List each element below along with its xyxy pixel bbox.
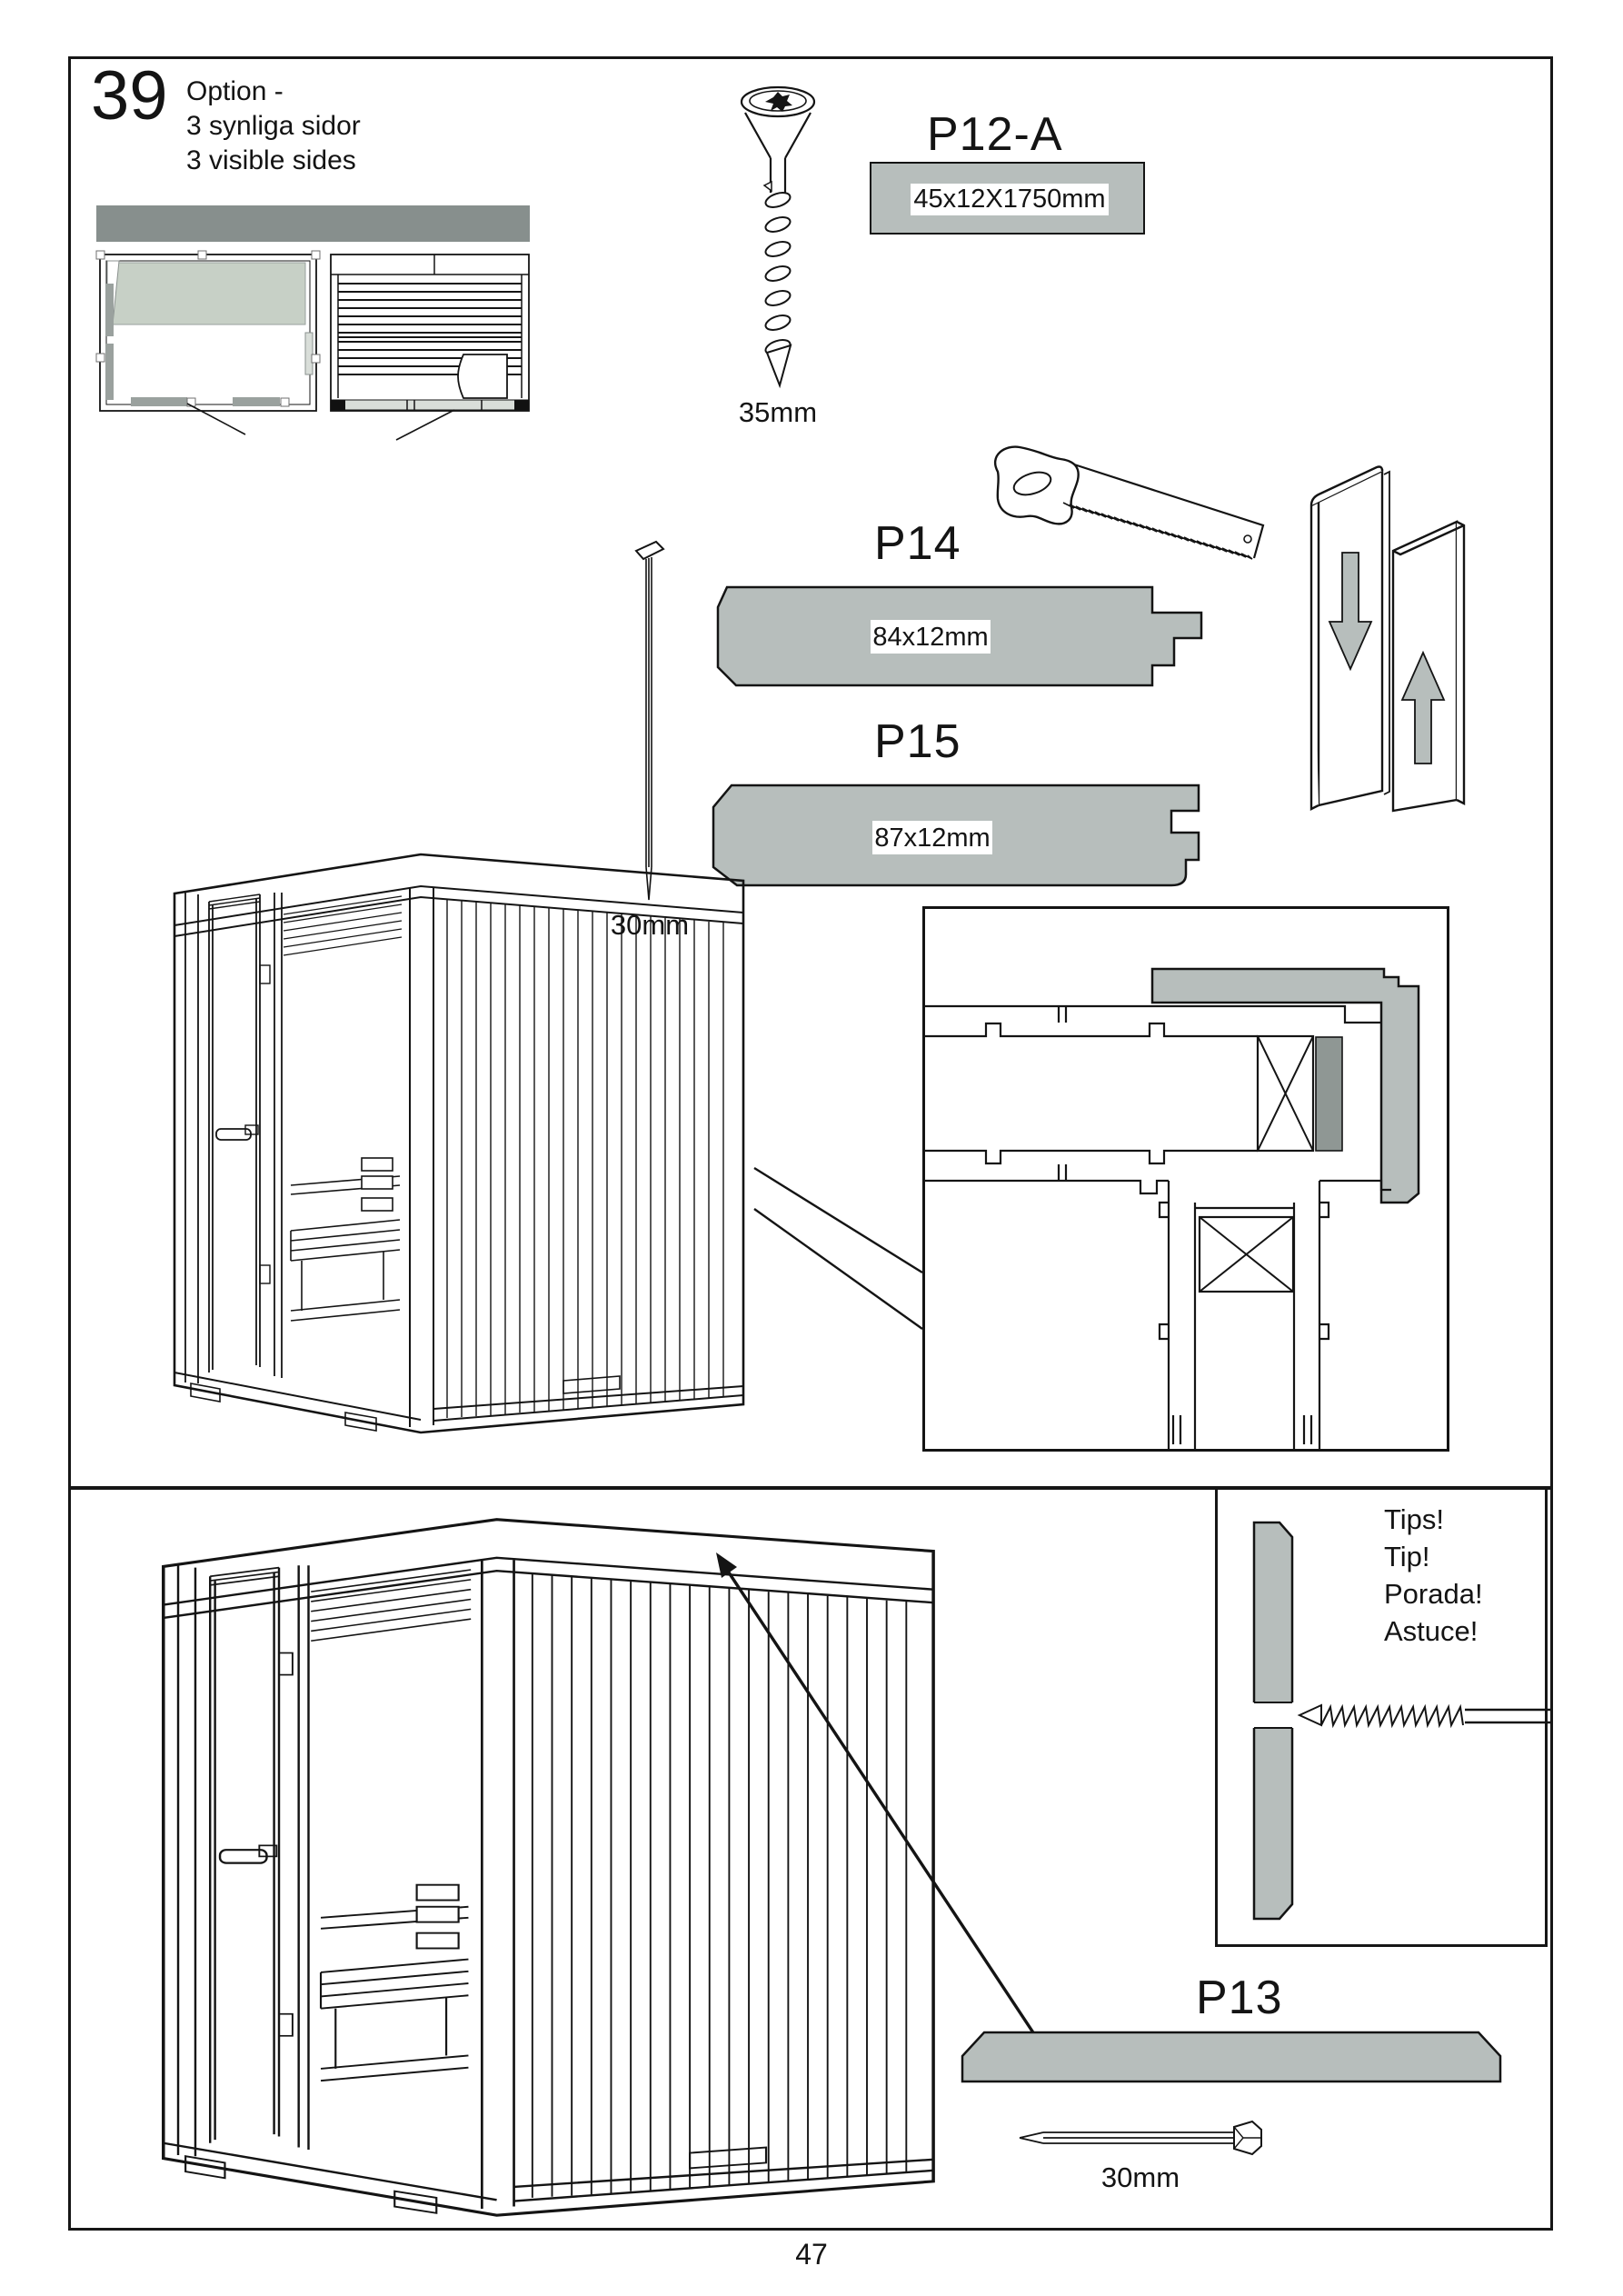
step-title-line: 3 visible sides [186,145,356,175]
part-label-p15: P15 [874,715,961,768]
part-board-p13 [959,2029,1504,2085]
nail-lower-length-label: 30mm [1100,2161,1180,2193]
tips-line: Tip! [1384,1541,1430,1572]
part-size-p12a: 45x12X1750mm [911,184,1109,215]
part-label-p13: P13 [1196,1972,1283,2024]
tips-panel-screw-icon [1243,1515,1552,1924]
part-size-p14: 84x12mm [871,621,991,654]
tips-line: Porada! [1384,1578,1483,1610]
step-title-line: 3 synliga sidor [186,111,361,141]
leader-line [754,1168,922,1273]
part-size-p15: 87x12mm [872,822,992,854]
step-number: 39 [91,57,168,135]
leader-line [754,1209,922,1329]
nail-30mm-horizontal-icon [1016,2118,1270,2160]
sauna-isometric-2 [136,1500,968,2220]
tips-line: Tips! [1384,1503,1445,1535]
part-label-p14: P14 [874,517,961,570]
part-label-p12a: P12-A [927,108,1063,161]
tips-box [1215,1487,1548,1947]
tips-line: Astuce! [1384,1615,1479,1647]
nail-upper-length-label: 30mm [610,909,690,941]
step-title-line: Option - [186,76,284,106]
page-number: 47 [795,2238,828,2271]
screw-length-label: 35mm [738,396,818,428]
